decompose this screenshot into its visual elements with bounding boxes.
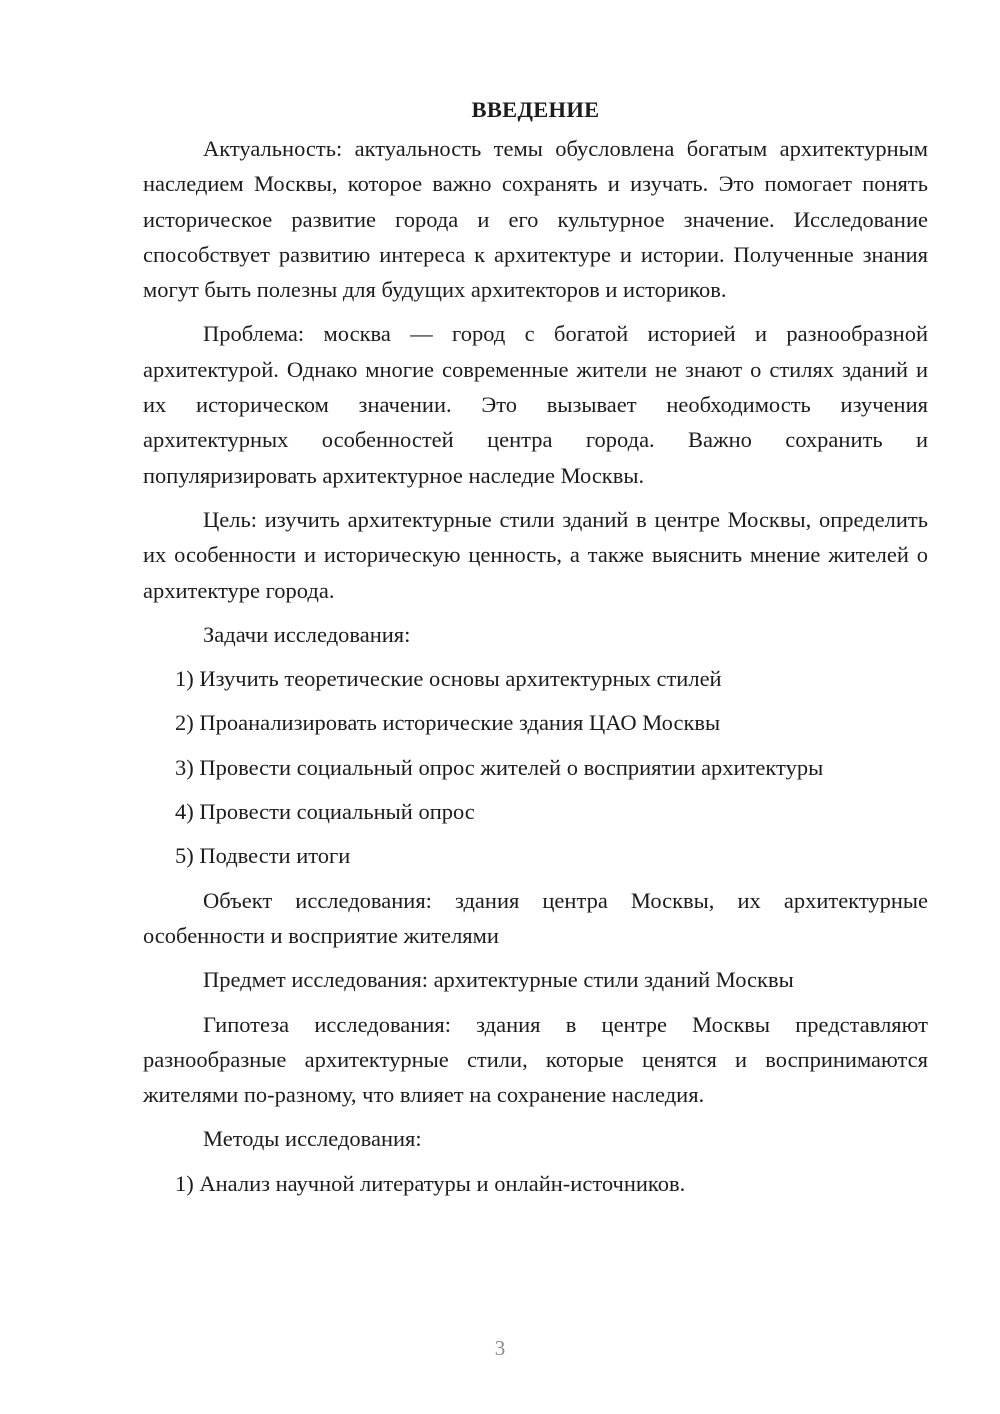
task-item: 5) Подвести итоги: [175, 843, 351, 869]
methods-heading: Методы исследования:: [203, 1126, 422, 1152]
task-item: 2) Проанализировать исторические здания ЦАО Москвы: [175, 710, 721, 736]
document-page: [143, 92, 928, 1201]
task-item: 4) Провести социальный опрос: [175, 799, 475, 825]
task-item: 3) Провести социальный опрос жителей о восприятии архитектуры: [175, 754, 824, 780]
relevance-paragraph: Актуальность: актуальность темы обусловлена богатым архитектурным наследием Москвы, которое важно сохранять и изучать. Это помогает понять историческое развитие города и его культурное значение. Исследование способствует развитию интереса к архитектуре и истории. Полученные знания могут быть полезны для будущих архитекторов и историков.: [143, 136, 928, 303]
problem-paragraph: Проблема: москва — город с богатой историей и разнообразной архитектурой. Однако многие современные жители не знают о стилях зданий и их историческом значении. Это вызывает необходимость изучения архитектурных особенностей центра города. Важно сохранить и популяризировать архитектурное наследие Москвы.: [143, 321, 928, 488]
page-number: 3: [494, 1336, 506, 1360]
object-paragraph: Объект исследования: здания центра Москвы, их архитектурные особенности и восприятие жителями: [143, 887, 928, 948]
tasks-heading: Задачи исследования:: [203, 621, 411, 647]
subject-paragraph: Предмет исследования: архитектурные стили зданий Москвы: [203, 967, 794, 993]
task-item: 1) Изучить теоретические основы архитектурных стилей: [175, 666, 722, 692]
method-item: 1) Анализ научной литературы и онлайн-источников.: [175, 1170, 686, 1196]
section-heading: ВВЕДЕНИЕ: [471, 97, 600, 122]
goal-paragraph: Цель: изучить архитектурные стили зданий в центре Москвы, определить их особенности и историческую ценность, а также выяснить мнение жителей о архитектуре города.: [143, 506, 928, 603]
hypothesis-paragraph: Гипотеза исследования: здания в центре Москвы представляют разнообразные архитектурные стили, которые ценятся и воспринимаются жителями по-разному, что влияет на сохранение наследия.: [143, 1011, 928, 1108]
